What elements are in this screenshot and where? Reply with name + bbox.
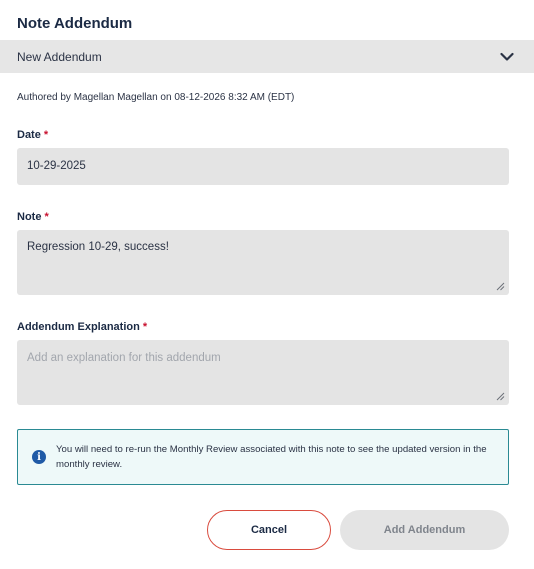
required-mark: * [43,129,49,141]
required-mark: * [142,321,148,333]
note-label-text: Note [17,211,42,223]
note-value: Regression 10-29, success! [27,241,169,253]
info-icon: i [32,450,46,464]
add-addendum-button[interactable]: Add Addendum [340,510,509,550]
resize-handle-icon[interactable] [495,281,505,291]
date-label-text: Date [17,129,41,141]
required-mark: * [44,211,49,223]
date-label [17,129,48,141]
date-field[interactable] [17,148,509,185]
info-banner [17,429,509,485]
explanation-placeholder: Add an explanation for this addendum [27,352,221,364]
info-text: You will need to re-run the Monthly Review associated with this note to see the updated version in the monthly review. [56,444,487,470]
chevron-down-icon[interactable] [500,50,514,64]
date-value: 10-29-2025 [27,160,86,172]
dialog-title: Note Addendum [17,15,133,32]
explanation-label [17,321,147,333]
cancel-button[interactable]: Cancel [207,510,331,550]
explanation-label-text: Addendum Explanation [17,321,140,333]
note-label [17,211,49,223]
resize-handle-icon[interactable] [495,391,505,401]
authored-by-text: Authored by Magellan Magellan on 08-12-2026 8:32 AM (EDT) [17,92,295,103]
new-addendum-section-toggle[interactable] [0,40,534,73]
note-textarea[interactable] [17,230,509,295]
section-label: New Addendum [17,49,102,64]
explanation-textarea[interactable] [17,340,509,405]
